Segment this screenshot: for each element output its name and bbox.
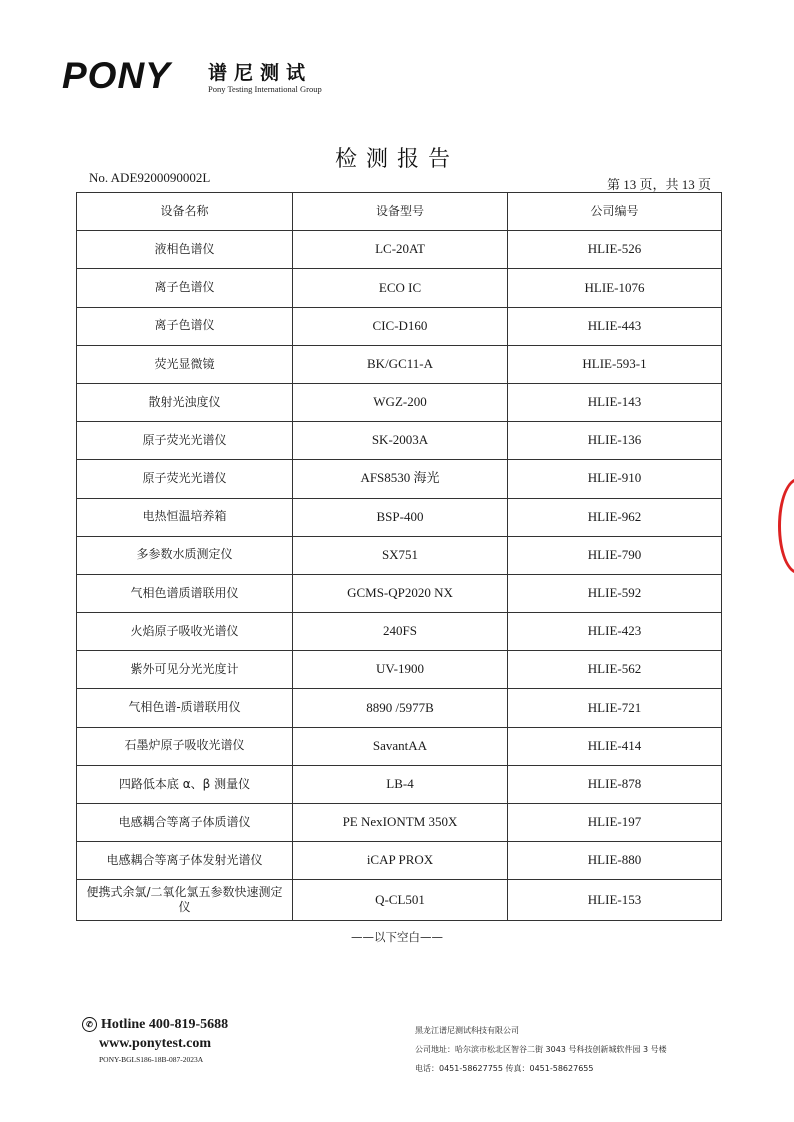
- company-id-cell: HLIE-143: [508, 383, 722, 421]
- table-row: [77, 383, 722, 421]
- company-id-cell: HLIE-910: [508, 460, 722, 498]
- table-header-row: [77, 193, 722, 231]
- equipment-model-cell: Q-CL501: [293, 880, 508, 921]
- equipment-name-cell: 石墨炉原子吸收光谱仪: [77, 727, 293, 765]
- report-number: No. ADE9200090002L: [89, 170, 211, 185]
- table-body: [77, 231, 722, 921]
- logo-english-name: Pony Testing International Group: [208, 84, 322, 94]
- company-info: [415, 1021, 667, 1078]
- hotline-text: Hotline 400-819-5688: [101, 1017, 229, 1032]
- equipment-model-cell: CIC-D160: [293, 307, 508, 345]
- equipment-model-cell: AFS8530 海光: [293, 460, 508, 498]
- company-id-cell: HLIE-721: [508, 689, 722, 727]
- table-row: [77, 574, 722, 612]
- equipment-model-cell: GCMS-QP2020 NX: [293, 574, 508, 612]
- table-row: [77, 345, 722, 383]
- table-row: [77, 307, 722, 345]
- equipment-name-cell: 液相色谱仪: [77, 231, 293, 269]
- equipment-name-cell: 紫外可见分光光度计: [77, 651, 293, 689]
- equipment-name-cell: 电感耦合等离子体发射光谱仪: [77, 842, 293, 880]
- equipment-name-cell: 荧光显微镜: [77, 345, 293, 383]
- table-row: [77, 613, 722, 651]
- company-id-cell: HLIE-526: [508, 231, 722, 269]
- company-id-cell: HLIE-790: [508, 536, 722, 574]
- table-row: [77, 880, 722, 921]
- table-row: [77, 804, 722, 842]
- equipment-name-cell: 火焰原子吸收光谱仪: [77, 613, 293, 651]
- company-id-cell: HLIE-592: [508, 574, 722, 612]
- table-row: [77, 231, 722, 269]
- page-indicator: 第 13 页，共 13 页: [606, 177, 711, 192]
- company-id-cell: HLIE-443: [508, 307, 722, 345]
- company-name: 黑龙江谱尼测试科技有限公司: [415, 1026, 519, 1035]
- company-contact: 电话：0451-58627755 传真：0451-58627655: [415, 1064, 594, 1073]
- header-equipment-name: 设备名称: [77, 193, 293, 231]
- equipment-name-cell: 四路低本底 α、β 测量仪: [77, 765, 293, 803]
- company-id-cell: HLIE-880: [508, 842, 722, 880]
- table-row: [77, 422, 722, 460]
- phone-icon: ✆: [82, 1017, 97, 1032]
- table-row: [77, 651, 722, 689]
- equipment-model-cell: iCAP PROX: [293, 842, 508, 880]
- logo-wordmark: PONY: [62, 55, 171, 96]
- equipment-name-cell: 电热恒温培养箱: [77, 498, 293, 536]
- equipment-model-cell: BK/GC11-A: [293, 345, 508, 383]
- company-id-cell: HLIE-1076: [508, 269, 722, 307]
- equipment-name-cell: 电感耦合等离子体质谱仪: [77, 804, 293, 842]
- equipment-name-cell: 原子荧光光谱仪: [77, 422, 293, 460]
- document-code: PONY-BGLS186-18B-087-2023A: [99, 1055, 204, 1064]
- equipment-name-cell: 气相色谱质谱联用仪: [77, 574, 293, 612]
- company-id-cell: HLIE-197: [508, 804, 722, 842]
- equipment-model-cell: WGZ-200: [293, 383, 508, 421]
- equipment-name-cell: 原子荧光光谱仪: [77, 460, 293, 498]
- logo-chinese-name: 谱尼测试: [208, 62, 313, 84]
- equipment-model-cell: SavantAA: [293, 727, 508, 765]
- equipment-table: [76, 192, 722, 921]
- company-id-cell: HLIE-878: [508, 765, 722, 803]
- equipment-name-cell: 散射光浊度仪: [77, 383, 293, 421]
- equipment-name-cell: 离子色谱仪: [77, 269, 293, 307]
- company-id-cell: HLIE-136: [508, 422, 722, 460]
- table-row: [77, 269, 722, 307]
- company-address: 公司地址：哈尔滨市松北区智谷二街 3043 号科技创新城软件园 3 号楼: [415, 1045, 667, 1054]
- website-link[interactable]: www.ponytest.com: [99, 1036, 211, 1051]
- header-company-id: 公司编号: [508, 193, 722, 231]
- company-id-cell: HLIE-423: [508, 613, 722, 651]
- company-id-cell: HLIE-962: [508, 498, 722, 536]
- table-row: [77, 842, 722, 880]
- equipment-model-cell: BSP-400: [293, 498, 508, 536]
- equipment-name-cell: 便携式余氯/二氧化氯五参数快速测定仪: [77, 880, 293, 921]
- company-id-cell: HLIE-593-1: [508, 345, 722, 383]
- equipment-name-cell: 气相色谱-质谱联用仪: [77, 689, 293, 727]
- header-equipment-model: 设备型号: [293, 193, 508, 231]
- end-note: ——以下空白——: [351, 930, 443, 944]
- equipment-name-cell: 多参数水质测定仪: [77, 536, 293, 574]
- table-row: [77, 689, 722, 727]
- equipment-model-cell: LC-20AT: [293, 231, 508, 269]
- equipment-name-cell: 离子色谱仪: [77, 307, 293, 345]
- seal-edge-mark: [778, 478, 794, 574]
- company-id-cell: HLIE-153: [508, 880, 722, 921]
- company-id-cell: HLIE-414: [508, 727, 722, 765]
- hotline: [82, 1017, 228, 1033]
- report-title: 检测报告: [334, 147, 459, 172]
- table-row: [77, 460, 722, 498]
- table-row: [77, 498, 722, 536]
- table-row: [77, 727, 722, 765]
- equipment-model-cell: UV-1900: [293, 651, 508, 689]
- equipment-model-cell: SK-2003A: [293, 422, 508, 460]
- table-row: [77, 765, 722, 803]
- equipment-model-cell: ECO IC: [293, 269, 508, 307]
- equipment-model-cell: 240FS: [293, 613, 508, 651]
- equipment-model-cell: SX751: [293, 536, 508, 574]
- equipment-model-cell: 8890 /5977B: [293, 689, 508, 727]
- table-row: [77, 536, 722, 574]
- company-id-cell: HLIE-562: [508, 651, 722, 689]
- equipment-model-cell: LB-4: [293, 765, 508, 803]
- equipment-model-cell: PE NexIONTM 350X: [293, 804, 508, 842]
